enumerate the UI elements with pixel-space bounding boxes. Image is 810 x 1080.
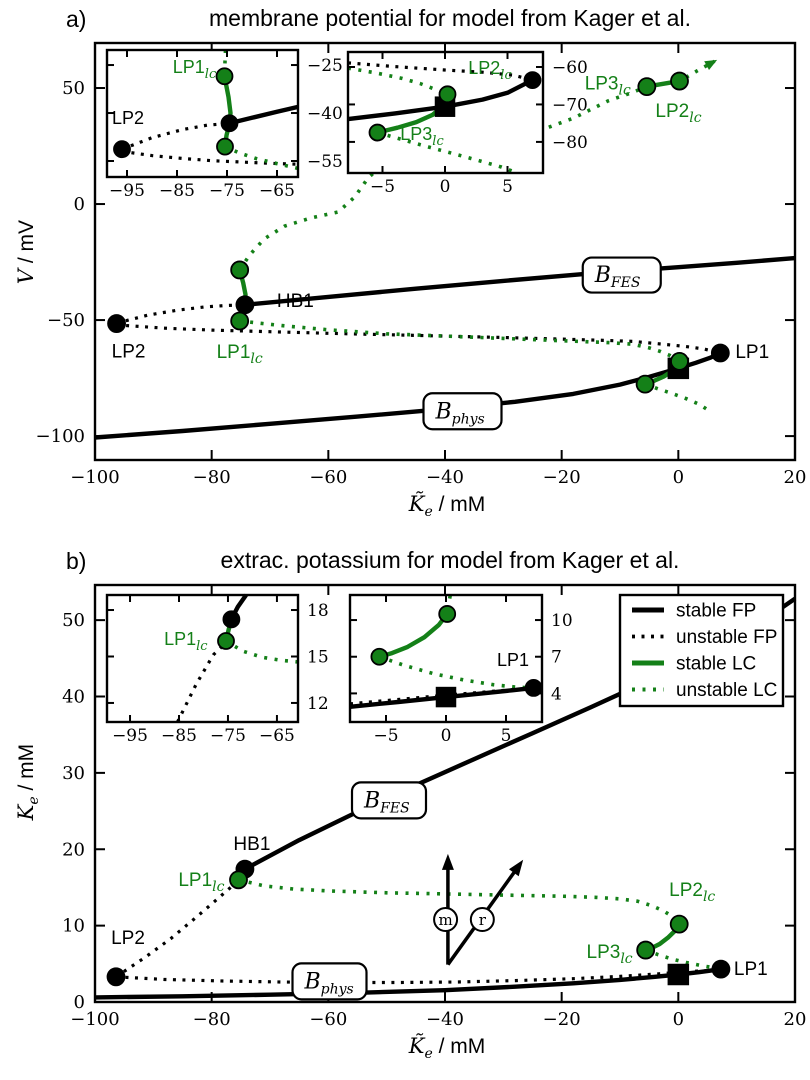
- panel-a-inset-1-marker-hb1: [222, 115, 238, 131]
- panel-a-plot-stable-fp-bfes: [245, 258, 795, 305]
- panel-a-inset-2-ytick--60: −60: [552, 57, 588, 78]
- panel-b-arrow-m: [434, 854, 457, 965]
- label-LP2: LP2: [111, 341, 146, 363]
- panel-a-inset-2-ytick--80: −80: [552, 132, 588, 153]
- panel-a-inset-1-xtick--75: −75: [209, 181, 245, 201]
- panel-b-arrow-letter-m: m: [438, 911, 453, 930]
- legend-label-stable-LC: stable LC: [676, 653, 757, 675]
- panel-a-plot-marker-hb1: [236, 296, 253, 313]
- panel-a-title: membrane potential for model from Kager et al.: [209, 5, 691, 31]
- panel-a-plot-marker-lp3lc-max: [638, 78, 655, 95]
- panel-b-plot-ytick-30: 30: [62, 762, 85, 784]
- panel-b-inset-1-ytick-18: 18: [307, 601, 329, 622]
- label-LP2lc: $LP2_{lc}$: [655, 101, 702, 127]
- panel-b-inset-1-marker-lp1lc: [218, 633, 234, 649]
- panel-a-plot-xtick--20: −20: [542, 467, 581, 488]
- panel-b-inset-1-marker-hb1: [223, 611, 239, 627]
- label-LP2lc: $LP2_{lc}$: [669, 880, 716, 906]
- panel-b-plot-xtick--100: −100: [70, 1009, 120, 1030]
- panel-a-inset-1-xtick--95: −95: [109, 181, 145, 201]
- panel-a-plot-unstable-fp-lower: [117, 325, 721, 353]
- panel-b-ylabel: $K_e$ / mM: [13, 743, 43, 821]
- label-LP3lc: $LP3_{lc}$: [400, 124, 444, 150]
- panel-a-inset-2-marker-lp1: [525, 72, 541, 88]
- panel-b-plot-box-label-FES: $B_{FES}$: [364, 788, 410, 817]
- panel-a-inset-2-marker-lp3lc-min: [370, 125, 386, 141]
- panel-b-plot-xtick--20: −20: [542, 1009, 581, 1030]
- panel-a-inset-1: [107, 50, 343, 201]
- panel-a-inset-2-xtick-5: 5: [502, 177, 513, 197]
- panel-b-plot-xtick--60: −60: [309, 1009, 348, 1030]
- legend-label-unstable-FP: unstable FP: [676, 627, 778, 648]
- panel-a-inset-1-ytick--55: −55: [307, 152, 343, 173]
- label-LP3lc: $LP3_{lc}$: [586, 942, 633, 968]
- panel-b-xlabel: $K̃_e$ / mM: [408, 1034, 486, 1063]
- panel-a-inset-2-xtick--5: −5: [369, 177, 396, 197]
- panel-b-arrowhead-m: [442, 854, 454, 870]
- panel-b-plot-xtick-0: 0: [672, 1009, 685, 1030]
- legend-label-unstable-LC: unstable LC: [676, 680, 778, 701]
- panel-a-plot-xtick--80: −80: [192, 467, 231, 488]
- panel-a-plot-ytick-0: 0: [73, 194, 85, 216]
- panel-a-plot-xtick-0: 0: [672, 467, 685, 488]
- panel-b-inset-1-xtick--65: −65: [258, 726, 295, 746]
- panel-a-inset-1-marker-lp2: [114, 141, 130, 157]
- panel-b-title: extrac. potassium for model from Kager et al.: [220, 547, 680, 573]
- label-LP2: LP2: [111, 927, 145, 949]
- panel-a-plot-unstable-lc-lp3-low: [645, 384, 707, 410]
- panel-a-inset-2-xtick-0: 0: [439, 177, 451, 197]
- panel-a-inset-1-marker-lp1lc-upper: [217, 68, 233, 84]
- panel-b-inset-2-ytick-7: 7: [551, 647, 562, 668]
- panel-a-inset-1-marker-lp1lc-lower: [217, 139, 233, 155]
- panel-a-inset-1-xtick--85: −85: [159, 181, 195, 201]
- panel-b-plot-stable-fp-bphys: [95, 969, 721, 997]
- panel-a-tag: a): [66, 6, 87, 32]
- panel-a-plot-marker-lp3lc-min: [637, 376, 654, 393]
- panel-a-plot-ytick-50: 50: [62, 78, 85, 100]
- label-LP1: LP1: [735, 342, 770, 364]
- panel-b-plot-ytick-40: 40: [62, 686, 85, 708]
- panel-a-xlabel: $K̃_e$ / mM: [408, 492, 486, 521]
- panel-b-inset-1-xtick--75: −75: [210, 726, 246, 746]
- panel-a-inset-1-ytick--40: −40: [307, 104, 343, 125]
- panel-a-inset-2-marker-lp2lc-min: [440, 86, 456, 102]
- panel-b-arrow-letter-r: r: [478, 911, 486, 930]
- panel-b-inset-1-ytick-15: 15: [307, 647, 329, 668]
- label-LP1lc: $LP1_{lc}$: [164, 629, 208, 655]
- panel-b-plot-xtick--80: −80: [192, 1009, 231, 1030]
- panel-b-inset-1-xtick--85: −85: [161, 726, 197, 746]
- panel-a-plot-marker-lp2lc-max: [671, 73, 688, 90]
- label-LP1: LP1: [496, 650, 529, 671]
- panel-b-inset-2-marker-fes-square: [437, 688, 456, 707]
- label-LP1lc: $LP1_{lc}$: [216, 342, 263, 367]
- panel-a-plot-marker-lp2: [108, 315, 125, 332]
- panel-b-plot-ytick-0: 0: [73, 992, 85, 1013]
- panel-b-inset-2-marker-lp3lc: [371, 649, 387, 665]
- panel-b-plot-ytick-50: 50: [62, 610, 85, 632]
- panel-a-plot-xtick--60: −60: [309, 467, 348, 488]
- panel-b-tag: b): [66, 548, 87, 574]
- panel-b-inset-2: [350, 595, 573, 746]
- panel-a-plot-ytick--50: −50: [47, 310, 85, 332]
- panel-a-plot-marker-lp1lc-upper: [231, 261, 248, 278]
- panel-a-plot-box-label-FES: $B_{FES}$: [594, 263, 641, 292]
- panel-a-plot-xtick--100: −100: [70, 467, 120, 488]
- label-LP2: LP2: [111, 107, 145, 128]
- label-LP1lc: $LP1_{lc}$: [172, 57, 217, 83]
- panel-a-plot-xtick-20: 20: [783, 467, 807, 488]
- panel-b-inset-1-xtick--95: −95: [112, 726, 148, 746]
- panel-b-legend: [620, 595, 783, 706]
- panel-b-inset-2-marker-lp2lc: [439, 606, 455, 622]
- panel-b-inset-1-ytick-12: 12: [307, 693, 329, 714]
- panel-a-plot-xtick--40: −40: [426, 467, 464, 488]
- panel-a-inset-1-ytick--25: −25: [307, 56, 343, 77]
- panel-b-inset-1-bg: [107, 595, 298, 722]
- panel-a-plot-box-label-phys: $B_{phys}$: [435, 399, 485, 428]
- panel-a-plot-marker-lp2lc-min: [671, 353, 688, 370]
- panel-b-arrow-r: [448, 860, 523, 965]
- panel-b-plot-marker-lp1lc: [230, 871, 247, 888]
- label-HB1: HB1: [276, 290, 314, 312]
- panel-a-plot-marker-lp1: [712, 345, 729, 362]
- panel-a-inset-1-xtick--65: −65: [259, 181, 295, 201]
- label-LP2lc: $LP2_{lc}$: [468, 58, 512, 84]
- panel-a-inset-2-ytick--70: −70: [552, 95, 588, 116]
- panel-b-inset-2-xtick-5: 5: [500, 726, 512, 746]
- panel-a-plot-stable-fp-bphys: [95, 353, 720, 438]
- panel-b-inset-2-ytick-10: 10: [551, 611, 573, 632]
- panel-b-plot-unstable-lc-flat: [239, 880, 680, 924]
- panel-b-inset-2-xtick-0: 0: [440, 726, 452, 746]
- panel-b-plot-marker-lp2: [108, 968, 125, 985]
- panel-b-plot-marker-lp3lc: [637, 942, 654, 959]
- label-HB1: HB1: [233, 834, 271, 856]
- panel-b-plot-box-label-phys: $B_{phys}$: [304, 969, 354, 998]
- panel-a-plot-marker-lp1lc-lower: [231, 313, 248, 330]
- panel-b-plot-ytick-10: 10: [62, 915, 85, 937]
- panel-b-inset-2-xtick--5: −5: [373, 726, 399, 746]
- legend-label-stable-FP: stable FP: [676, 600, 757, 622]
- panel-b-inset-1: [107, 595, 329, 746]
- panel-b-inset-2-ytick-4: 4: [551, 684, 562, 705]
- panel-b-plot-xtick--40: −40: [426, 1009, 464, 1030]
- panel-b-plot-ytick-20: 20: [62, 839, 85, 861]
- label-LP3lc: $LP3_{lc}$: [584, 73, 631, 99]
- panel-b-plot-marker-fes-square: [668, 965, 688, 985]
- panel-a-plot-unstable-lc-min: [240, 321, 680, 361]
- panel-a-plot-ytick--100: −100: [35, 426, 85, 448]
- panel-b-plot-xtick-20: 20: [783, 1009, 807, 1030]
- panel-b-plot-marker-lp2lc: [671, 916, 688, 933]
- panel-b-plot-marker-lp1: [712, 961, 729, 978]
- panel-a-inset-2: [348, 52, 588, 197]
- label-LP1: LP1: [733, 959, 768, 981]
- panel-a-plot-unstable-fp-upper: [117, 305, 245, 323]
- label-LP1lc: $LP1_{lc}$: [178, 869, 225, 895]
- panel-a-ylabel: V / mV: [13, 220, 38, 285]
